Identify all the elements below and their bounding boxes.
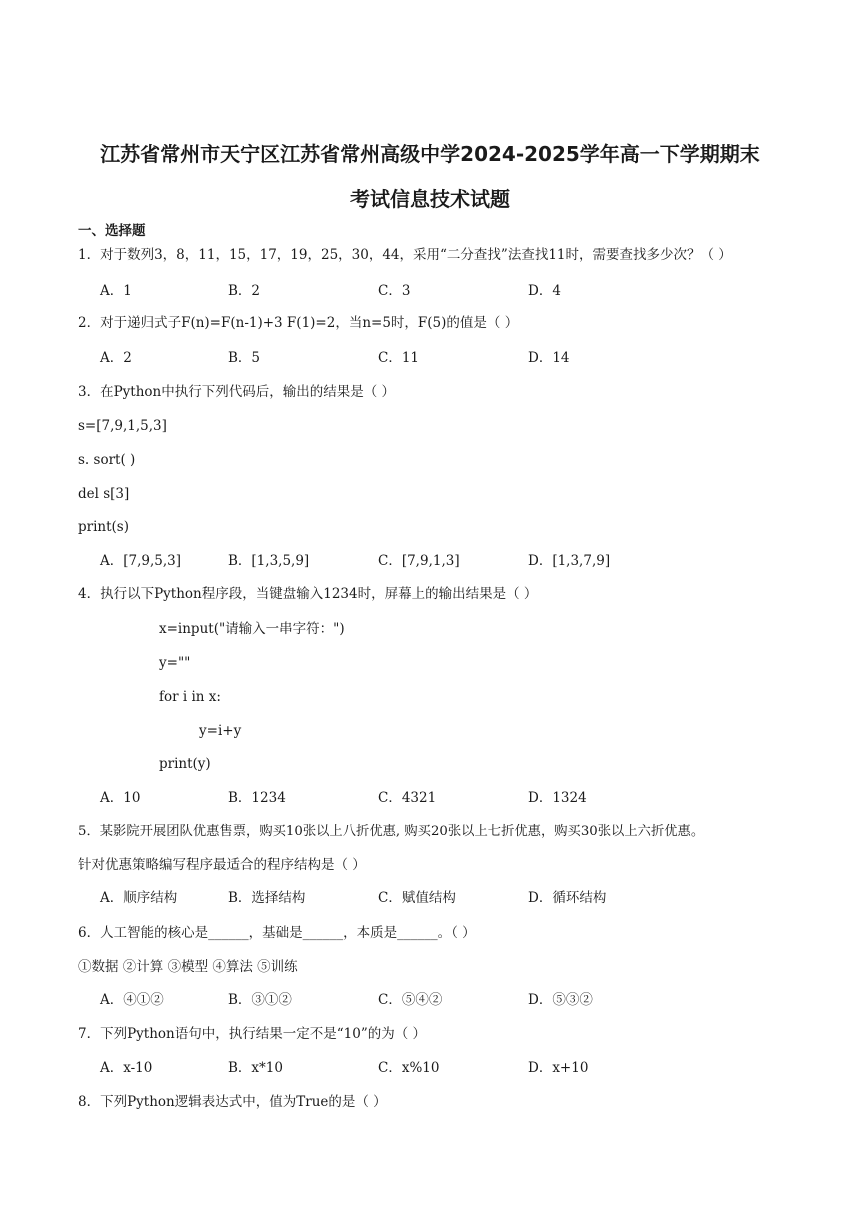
question-2-option-c: C．11 [378,350,420,366]
question-4-code-line: y=i+y [199,723,242,739]
question-6-option-c: C．⑤④② [378,992,443,1008]
question-5-option-c: C．赋值结构 [378,890,456,906]
question-5-stem: 5．某影院开展团队优惠售票，购买10张以上八折优惠, 购买20张以上七折优惠，购买30张以上六折优惠。 [78,824,705,839]
question-4-code-line: print(y) [159,756,211,772]
question-3-option-b: B．[1,3,5,9] [228,553,310,569]
section-heading: 一、选择题 [78,223,146,239]
question-4-code-line: x=input("请输入一串字符：") [159,621,345,637]
question-4-stem: 4．执行以下Python程序段，当键盘输入1234时，屏幕上的输出结果是（ ） [78,586,538,602]
question-4-option-a: A．10 [100,790,141,806]
question-1-option-d: D．4 [528,283,561,299]
question-7-stem: 7．下列Python语句中，执行结果一定不是“10”的为（ ） [78,1026,427,1042]
question-4-code-line: for i in x: [159,689,221,705]
question-1-option-b: B．2 [228,283,261,299]
question-7-option-c: C．x%10 [378,1060,440,1076]
question-3-option-d: D．[1,3,7,9] [528,553,611,569]
question-4-option-c: C．4321 [378,790,437,806]
document-title-line2: 考试信息技术试题 [350,187,510,211]
question-6-option-a: A．④①② [100,992,164,1008]
question-3-code-line: s. sort( ) [78,452,136,468]
question-5-option-d: D．循环结构 [528,890,607,906]
question-1-stem: 1．对于数列3，8，11，15，17，19，25，30，44，采用“二分查找”法查找11时，需要查找多少次？（ ） [78,247,732,263]
question-3-option-a: A．[7,9,5,3] [100,553,182,569]
question-6-option-b: B．③①② [228,992,292,1008]
question-1-option-a: A．1 [100,283,132,299]
question-2-stem: 2．对于递归式子F(n)=F(n-1)+3 F(1)=2，当n=5时，F(5)的值是（ ） [78,315,519,331]
question-7-option-b: B．x*10 [228,1060,283,1076]
question-6-stem: 6．人工智能的核心是______，基础是______，本质是______。（ ） [78,925,476,941]
question-4-code-line: y="" [159,655,191,671]
question-4-option-b: B．1234 [228,790,286,806]
question-5-option-a: A．顺序结构 [100,890,178,906]
question-7-option-a: A．x-10 [100,1060,153,1076]
question-6-choices-list: ①数据 ②计算 ③模型 ④算法 ⑤训练 [78,959,298,975]
question-3-option-c: C．[7,9,1,3] [378,553,460,569]
question-3-code-line: s=[7,9,1,5,3] [78,418,167,434]
document-title-line1: 江苏省常州市天宁区江苏省常州高级中学2024-2025学年高一下学期期末 [100,142,760,166]
question-2-option-b: B．5 [228,350,261,366]
question-3-code-line: del s[3] [78,486,130,502]
question-3-code-line: print(s) [78,519,129,535]
question-5-option-b: B．选择结构 [228,890,306,906]
question-2-option-d: D．14 [528,350,570,366]
question-5-stem-continued: 针对优惠策略编写程序最适合的程序结构是（ ） [78,857,366,873]
question-2-option-a: A．2 [100,350,132,366]
question-3-stem: 3．在Python中执行下列代码后，输出的结果是（ ） [78,384,396,400]
question-6-option-d: D．⑤③② [528,992,593,1008]
question-7-option-d: D．x+10 [528,1060,589,1076]
question-4-option-d: D．1324 [528,790,587,806]
question-1-option-c: C．3 [378,283,411,299]
question-8-stem: 8．下列Python逻辑表达式中，值为True的是（ ） [78,1094,387,1110]
